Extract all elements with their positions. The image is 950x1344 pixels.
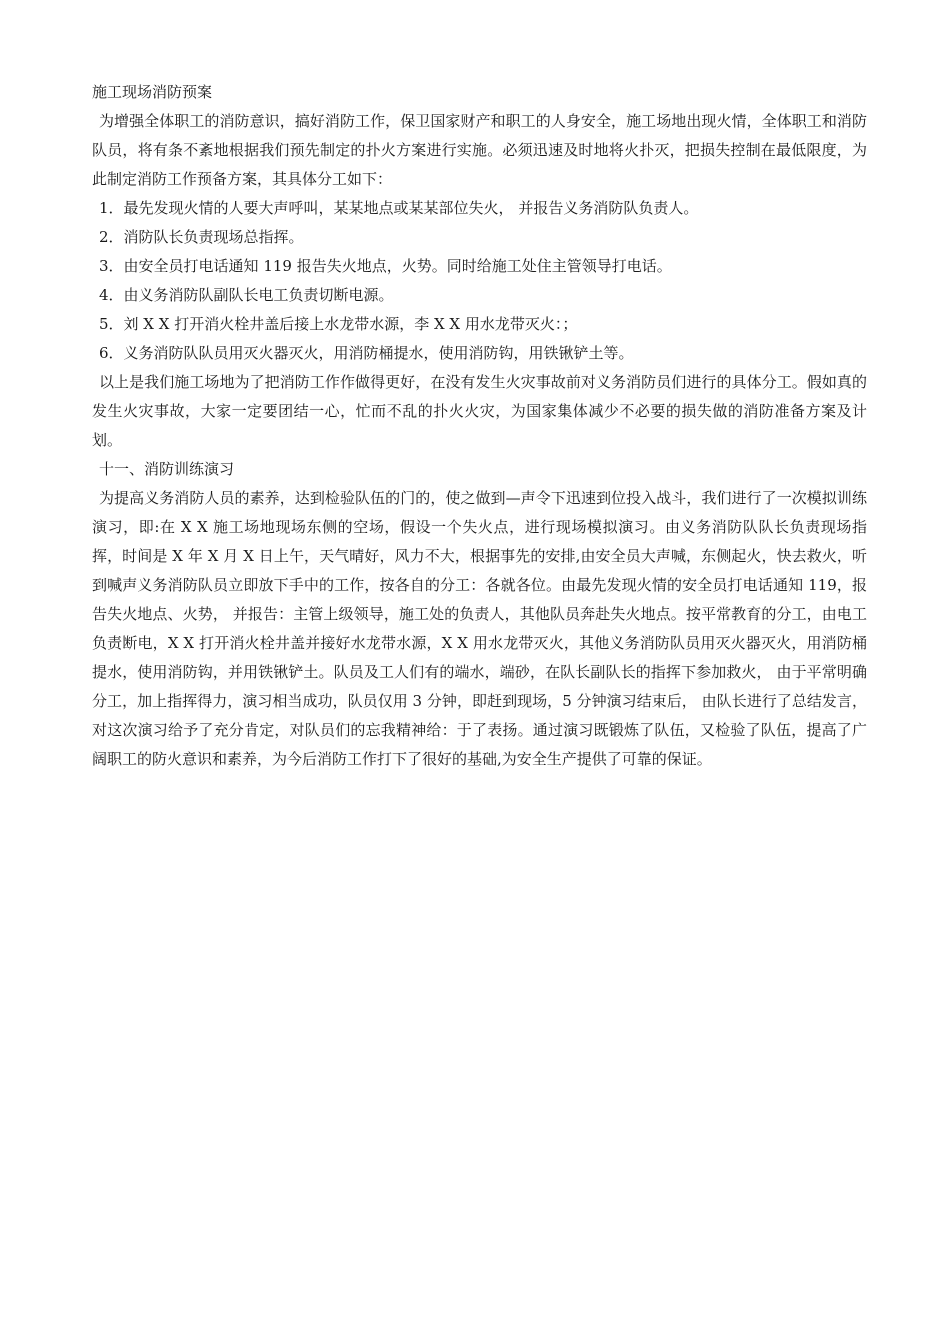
list-item: 1．最先发现火情的人要大声呼叫，某某地点或某某部位失火， 并报告义务消防队负责人。 [99, 199, 699, 217]
document-title: 施工现场消防预案 [92, 83, 213, 101]
conclusion-paragraph: 以上是我们施工场地为了把消防工作作做得更好，在没有发生火灾事故前对义务消防员们进行的具体分工。假如真的发生火灾事故，大家一定要团结一心，忙而不乱的扑火火灾，为国家集体减少不必要的损失做的消防准备方案及计划。 [92, 373, 867, 449]
list-item: 3．由安全员打电话通知 119 报告失火地点，火势。同时给施工处住主管领导打电话。 [99, 257, 672, 275]
list-item: 4．由义务消防队副队长电工负责切断电源。 [99, 286, 394, 304]
section-heading: 十一、消防训练演习 [99, 460, 235, 478]
list-item: 2．消防队长负责现场总指挥。 [99, 228, 304, 246]
list-item: 5．刘 X X 打开消火栓井盖后接上水龙带水源，李 X X 用水龙带灭火：； [99, 315, 578, 333]
drill-paragraph: 为提高义务消防人员的素养，达到检验队伍的门的，使之做到—声令下迅速到位投入战斗，我们进行了一次模拟训练演习，即:在 X X 施工场地现场东侧的空场，假设一个失火点，进行现场模拟演习。由义务消防队队长负责现场指挥，时间是 X 年 X 月 X 日上午，天气晴好，风力不大，根据事先的安排,由安全员大声喊，东侧起火，快去救火，听到喊声义务消防队员立即放下手中的工作，按各自的分工：各就各位。由最先发现火情的安全员打电话通知 119，报告失火地点、火势， 并报告：主管上级领导，施工处的负责人，其他队员奔赴失火地点。按平常教育的分工，由电工负责断电，X X 打开消火栓井盖并接好水龙带水源，X X 用水龙带灭火，其他义务消防队员用灭火器灭火，用消防桶提水，使用消防钩，并用铁锹铲土。队员及工人们有的端水，端砂，在队长副队长的指挥下参加救火， 由于平常明确分工，加上指挥得力，演习相当成功，队员仅用 3 分钟，即赶到现场，5 分钟演习结束后， 由队长进行了总结发言，对这次演习给予了充分肯定，对队员们的忘我精神给：于了表扬。通过演习既锻炼了队伍，又检验了队伍，提高了广阔职工的防火意识和素养，为今后消防工作打下了很好的基础,为安全生产提供了可靠的保证。 [92, 489, 867, 768]
document-body [92, 78, 867, 774]
intro-paragraph: 为增强全体职工的消防意识，搞好消防工作，保卫国家财产和职工的人身安全，施工场地出现火情，全体职工和消防队员，将有条不紊地根据我们预先制定的扑火方案进行实施。必须迅速及时地将火扑灭，把损失控制在最低限度，为此制定消防工作预备方案，其具体分工如下： [92, 112, 867, 188]
list-item: 6．义务消防队队员用灭火器灭火，用消防桶提水，使用消防钩，用铁锹铲土等。 [99, 344, 634, 362]
